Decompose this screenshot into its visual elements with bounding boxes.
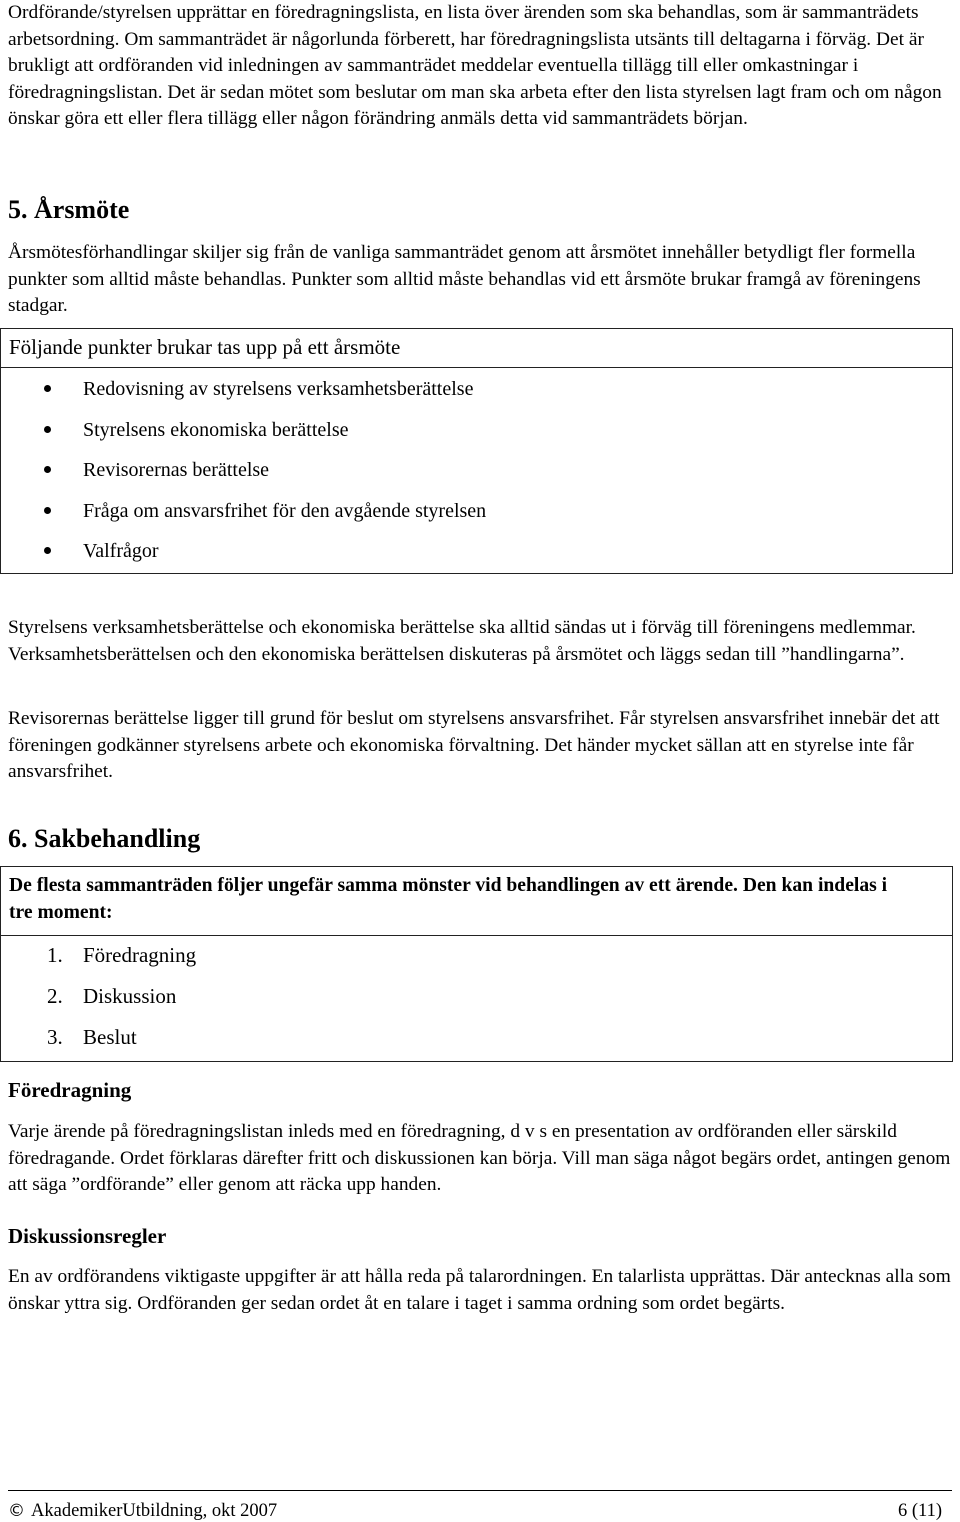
section-5-paragraph-3: Revisorernas berättelse ligger till grund för beslut om styrelsens ansvarsfrihet. Får styrelsen ansvarsfrihet innebär det att föreningen godkänner styrelsens arbete och ekonomiska förvaltning. Det händer mycket sällan att en styrelse inte får ansvarsfrihet. bbox=[8, 708, 940, 782]
meeting-phases-title: De flesta sammanträden följer ungefär samma mönster vid behandlingen av ett ärende. Den kan indelas i tre moment: bbox=[9, 875, 888, 923]
bullet-icon bbox=[44, 385, 51, 392]
bullet-icon bbox=[44, 507, 51, 514]
copyright-icon: © bbox=[8, 1501, 25, 1521]
footer-publisher: AkademikerUtbildning, okt 2007 bbox=[31, 1501, 278, 1521]
bullet-icon bbox=[44, 547, 51, 554]
bullet-icon bbox=[44, 426, 51, 433]
section-6-heading: 6. Sakbehandling bbox=[8, 824, 201, 853]
meeting-phases-box: De flesta sammanträden följer ungefär samma mönster vid behandlingen av ett ärende. Den kan indelas i tre moment: 1. Föredragning 2. Diskussion 3. Beslut bbox=[0, 866, 953, 1062]
intro-paragraph: Ordförande/styrelsen upprättar en föredragningslista, en lista över ärenden som ska behandlas, som är sammanträdets arbetsordning. Om sammanträdet är någorlunda förberett, har föredragningslista utsänts till deltagarna i förväg. Det är brukligt att ordföranden vid inledningen av sammanträdet meddelar eventuella tillägg till eller omkastningar i föredragningslistan. Det är sedan mötet som beslutar om man ska arbeta efter den lista styrelsen lagt fram och om någon önskar göra ett eller flera tillägg eller någon förändring anmäls detta vid sammanträdets början. bbox=[8, 2, 942, 129]
box-divider bbox=[1, 935, 952, 936]
box-divider bbox=[1, 367, 952, 368]
bullet-icon bbox=[44, 466, 51, 473]
section-5-heading: 5. Årsmöte bbox=[8, 195, 130, 224]
annual-meeting-points-title: Följande punkter brukar tas upp på ett årsmöte bbox=[9, 335, 401, 359]
section-5-paragraph: Årsmötesförhandlingar skiljer sig från de vanliga sammanträdet genom att årsmötet innehåller betydligt fler formella punkter som alltid måste behandlas. Punkter som alltid måste behandlas vid ett årsmöte brukar framgå av föreningens stadgar. bbox=[8, 242, 921, 316]
annual-meeting-points-box: Följande punkter brukar tas upp på ett årsmöte Redovisning av styrelsens verksamhetsberättelse Styrelsens ekonomiska berättelse Revisorernas berättelse Fråga om ansvarsfrihet för den avgående styrelsen Valfrågor bbox=[0, 328, 953, 574]
subsection-heading-diskussionsregler: Diskussionsregler bbox=[8, 1224, 167, 1248]
subsection-paragraph-diskussionsregler: En av ordförandens viktigaste uppgifter är att hålla reda på talarordningen. En talarlista upprättas. Där antecknas alla som önskar yttra sig. Ordföranden ger sedan ordet åt en talare i taget i samma ordning som ordet begärts. bbox=[8, 1266, 951, 1314]
section-5-paragraph-2: Styrelsens verksamhetsberättelse och ekonomiska berättelse ska alltid sändas ut i förväg till föreningens medlemmar. Verksamhetsberättelsen och den ekonomiska berättelsen diskuteras på årsmötet och läggs sedan till ”handlingarna”. bbox=[8, 617, 916, 665]
footer-copyright bbox=[8, 1500, 277, 1522]
footer-divider bbox=[8, 1490, 952, 1491]
intro-section bbox=[8, 0, 953, 133]
page-number: 6 (11) bbox=[897, 1501, 942, 1521]
subsection-heading-foredragning: Föredragning bbox=[8, 1078, 132, 1102]
subsection-paragraph-foredragning: Varje ärende på föredragningslistan inleds med en föredragning, d v s en presentation av ordföranden eller särskild föredragande. Ordet förklaras därefter fritt och diskussionen kan börja. Vill man säga något begärs ordet, antingen genom att säga ”ordförande” eller genom att räcka upp handen. bbox=[8, 1121, 951, 1195]
